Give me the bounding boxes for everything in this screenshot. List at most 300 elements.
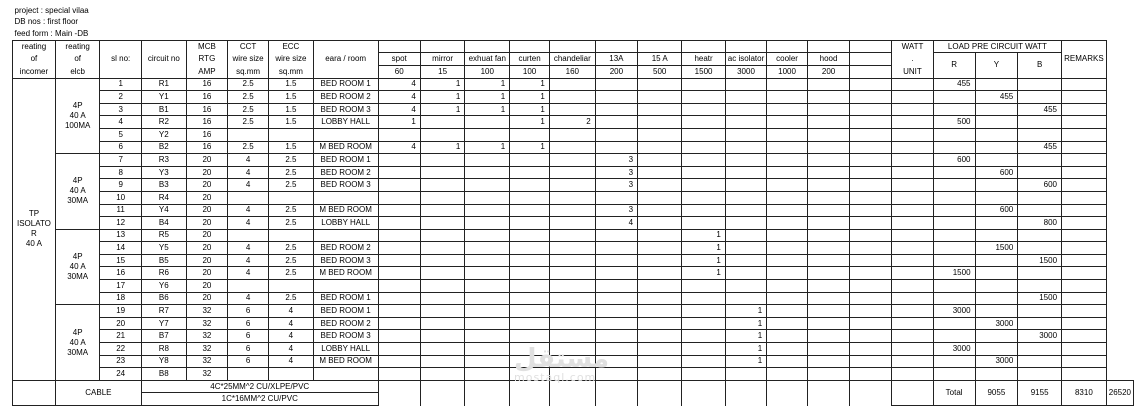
load-qty-cell — [725, 154, 766, 167]
y-load-cell: 1500 — [975, 242, 1018, 255]
area-room-cell: M BED ROOM — [313, 267, 378, 280]
mcb-rating-cell: 20 — [186, 242, 227, 255]
elcb-rating-line: 30MA — [67, 271, 89, 281]
load-qty-cell — [682, 141, 725, 154]
b-load-cell — [1018, 368, 1062, 381]
y-load-cell — [975, 154, 1018, 167]
sl-no-cell: 17 — [100, 280, 141, 293]
ecc-size-cell: 2.5 — [269, 242, 314, 255]
blank-cell — [638, 17, 682, 29]
load-qty-cell — [638, 154, 682, 167]
blank-cell — [465, 28, 510, 40]
load-qty-cell: 1 — [725, 330, 766, 343]
spare-cell — [850, 330, 892, 343]
ecc-size-cell: 2.5 — [269, 292, 314, 305]
ecc-header: wire size — [269, 53, 314, 66]
blank-cell — [892, 28, 934, 40]
mcb-rating-cell: 20 — [186, 217, 227, 230]
cable-spec-1: 4C*25MM^2 CU/XLPE/PVC — [141, 380, 378, 393]
watt-unit-cell — [892, 179, 934, 192]
y-load-cell — [975, 78, 1018, 91]
watt-unit-cell — [892, 217, 934, 230]
y-load-cell: 600 — [975, 204, 1018, 217]
load-qty-cell — [595, 242, 637, 255]
remarks-cell — [1062, 254, 1107, 267]
load-qty-cell — [510, 229, 550, 242]
load-qty-cell — [420, 292, 464, 305]
load-qty-cell: 3 — [595, 166, 637, 179]
table-row — [13, 317, 1134, 330]
blank-cell — [549, 5, 595, 17]
load-qty-cell — [807, 317, 849, 330]
circuit-no-cell: B5 — [141, 254, 186, 267]
r-total: 9055 — [975, 380, 1018, 405]
watt-unit-cell — [892, 78, 934, 91]
load-qty-cell: 1 — [465, 103, 510, 116]
load-qty-cell — [465, 166, 510, 179]
load-watt-header: 60 — [378, 65, 420, 78]
mcb-rating-cell: 16 — [186, 116, 227, 129]
b-load-cell — [1018, 116, 1062, 129]
b-load-cell: 600 — [1018, 179, 1062, 192]
area-room-cell — [313, 229, 378, 242]
load-qty-cell — [767, 191, 808, 204]
y-load-cell — [975, 103, 1018, 116]
r-load-cell — [933, 191, 975, 204]
load-qty-cell — [807, 254, 849, 267]
load-qty-cell — [682, 292, 725, 305]
mcb-rating-cell: 16 — [186, 128, 227, 141]
load-qty-cell — [549, 217, 595, 230]
blank-cell — [933, 28, 975, 40]
load-name-header: spot — [378, 53, 420, 66]
y-load-cell — [975, 116, 1018, 129]
load-watt-header: 160 — [549, 65, 595, 78]
load-qty-cell — [465, 305, 510, 318]
load-name-header: 13A — [595, 53, 637, 66]
load-qty-cell — [549, 91, 595, 104]
sl-no-cell: 15 — [100, 254, 141, 267]
watermark-latin: mostaql.com — [514, 371, 597, 384]
blank-cell — [807, 5, 849, 17]
load-qty-cell — [767, 229, 808, 242]
watt-unit-cell — [892, 229, 934, 242]
load-qty-cell — [767, 154, 808, 167]
load-qty-cell — [378, 267, 420, 280]
load-qty-cell — [510, 166, 550, 179]
load-qty-cell — [510, 355, 550, 368]
table-row — [13, 191, 1134, 204]
table-row — [13, 305, 1134, 318]
load-qty-cell — [420, 191, 464, 204]
info-row — [13, 17, 1134, 29]
watt-unit-cell — [892, 317, 934, 330]
load-qty-cell — [595, 116, 637, 129]
y-total: 9155 — [1018, 380, 1062, 405]
cct-size-cell: 4 — [228, 292, 269, 305]
spare-header-cell — [850, 53, 892, 66]
load-qty-cell — [510, 254, 550, 267]
b-load-cell: 800 — [1018, 217, 1062, 230]
remarks-cell — [1062, 317, 1107, 330]
footer-blank-cell — [638, 380, 682, 405]
blank-cell — [767, 28, 808, 40]
load-qty-cell — [638, 116, 682, 129]
load-qty-cell — [465, 217, 510, 230]
load-qty-cell — [682, 128, 725, 141]
load-qty-cell — [682, 368, 725, 381]
blank-cell — [595, 17, 637, 29]
load-qty-cell — [767, 78, 808, 91]
load-qty-cell — [549, 330, 595, 343]
blank-cell — [807, 17, 849, 29]
load-qty-cell — [549, 254, 595, 267]
remarks-cell — [1062, 179, 1107, 192]
y-load-cell — [975, 141, 1018, 154]
watt-unit-cell — [892, 242, 934, 255]
remarks-cell — [1062, 355, 1107, 368]
cct-size-cell — [228, 128, 269, 141]
y-load-cell — [975, 128, 1018, 141]
load-qty-cell — [378, 305, 420, 318]
spare-cell — [850, 292, 892, 305]
load-qty-cell — [682, 280, 725, 293]
load-qty-cell — [465, 242, 510, 255]
load-qty-cell: 2 — [549, 116, 595, 129]
load-qty-cell: 1 — [725, 305, 766, 318]
load-qty-cell — [378, 179, 420, 192]
load-qty-cell — [549, 317, 595, 330]
circuit-no-cell: Y6 — [141, 280, 186, 293]
elcb-header: of — [55, 53, 100, 66]
load-qty-cell — [549, 242, 595, 255]
load-qty-cell — [807, 128, 849, 141]
load-qty-cell — [638, 292, 682, 305]
elcb-rating-line: 4P — [72, 327, 83, 337]
cct-size-cell — [228, 368, 269, 381]
load-qty-cell — [682, 191, 725, 204]
load-qty-cell — [549, 280, 595, 293]
mcb-rating-cell: 16 — [186, 78, 227, 91]
load-qty-cell — [638, 280, 682, 293]
load-qty-cell — [725, 368, 766, 381]
mcb-rating-cell: 32 — [186, 330, 227, 343]
load-qty-cell — [549, 368, 595, 381]
area-room-cell — [313, 191, 378, 204]
watt-unit-cell — [892, 116, 934, 129]
load-qty-cell — [465, 116, 510, 129]
blank-cell — [465, 5, 510, 17]
spare-cell — [850, 116, 892, 129]
load-qty-cell — [420, 242, 464, 255]
load-qty-cell — [465, 355, 510, 368]
load-qty-cell: 1 — [725, 355, 766, 368]
ecc-size-cell: 2.5 — [269, 204, 314, 217]
b-load-cell: 1500 — [1018, 292, 1062, 305]
circuit-no-cell: R7 — [141, 305, 186, 318]
load-qty-cell — [725, 116, 766, 129]
area-room-cell: M BED ROOM — [313, 204, 378, 217]
load-qty-cell — [549, 229, 595, 242]
remarks-cell — [1062, 204, 1107, 217]
mcb-rating-cell: 20 — [186, 280, 227, 293]
elcb-rating-line: 4P — [72, 251, 83, 261]
load-qty-cell: 1 — [510, 103, 550, 116]
cct-size-cell: 2.5 — [228, 78, 269, 91]
table-row — [13, 154, 1134, 167]
info-row — [13, 5, 1134, 17]
remarks-cell — [1062, 229, 1107, 242]
load-name-header: curten — [510, 53, 550, 66]
load-qty-cell — [549, 179, 595, 192]
load-qty-cell — [420, 217, 464, 230]
cable-blank-cell — [13, 380, 56, 393]
load-qty-cell — [595, 267, 637, 280]
blank-cell — [228, 5, 269, 17]
ecc-size-cell: 1.5 — [269, 91, 314, 104]
watt-unit-cell — [892, 267, 934, 280]
load-qty-cell — [682, 116, 725, 129]
load-qty-cell — [767, 254, 808, 267]
footer-blank-cell — [420, 380, 464, 405]
load-qty-cell — [378, 166, 420, 179]
circuit-no-cell: Y2 — [141, 128, 186, 141]
blank-cell — [228, 17, 269, 29]
load-qty-cell — [510, 305, 550, 318]
load-qty-cell — [638, 242, 682, 255]
blank-cell — [1018, 28, 1062, 40]
b-load-cell — [1018, 355, 1062, 368]
spare-cell — [850, 91, 892, 104]
load-qty-cell: 1 — [465, 91, 510, 104]
sl-no-cell: 14 — [100, 242, 141, 255]
load-watt-header: 500 — [638, 65, 682, 78]
cct-size-cell: 2.5 — [228, 116, 269, 129]
footer-blank-cell — [725, 380, 766, 405]
remarks-cell — [1062, 242, 1107, 255]
watt-unit-cell — [892, 305, 934, 318]
area-room-cell: BED ROOM 2 — [313, 166, 378, 179]
load-qty-cell — [420, 368, 464, 381]
cct-size-cell: 2.5 — [228, 103, 269, 116]
blank-cell — [595, 5, 637, 17]
load-qty-cell — [767, 103, 808, 116]
load-qty-cell — [549, 305, 595, 318]
mcb-rating-cell: 20 — [186, 267, 227, 280]
mcb-header: MCB — [186, 40, 227, 53]
load-qty-cell — [420, 229, 464, 242]
sl-no-cell: 5 — [100, 128, 141, 141]
mcb-rating-cell: 32 — [186, 368, 227, 381]
table-row — [13, 91, 1134, 104]
load-watt-header: 15 — [420, 65, 464, 78]
incomer-rating-line: R — [31, 229, 37, 239]
blank-cell — [269, 28, 314, 40]
load-qty-cell — [420, 317, 464, 330]
elcb-rating-line: 40 A — [69, 110, 86, 120]
spare-cell — [850, 217, 892, 230]
elcb-rating-line: 40 A — [69, 186, 86, 196]
cable-blank-cell — [13, 393, 56, 406]
ecc-size-cell — [269, 368, 314, 381]
elcb-rating-cell — [55, 305, 100, 381]
cct-size-cell: 6 — [228, 305, 269, 318]
circuit-no-cell: R4 — [141, 191, 186, 204]
cct-size-cell: 6 — [228, 330, 269, 343]
load-name-header: exhuat fan — [465, 53, 510, 66]
load-qty-cell — [725, 229, 766, 242]
load-qty-cell: 1 — [420, 103, 464, 116]
load-qty-cell — [510, 242, 550, 255]
load-schedule-sheet — [12, 5, 1134, 406]
cct-header: sq.mm — [228, 65, 269, 78]
load-qty-cell: 1 — [465, 141, 510, 154]
blank-cell — [510, 5, 550, 17]
load-name-header: chandeliar — [549, 53, 595, 66]
load-qty-cell — [807, 280, 849, 293]
remarks-header: REMARKS — [1062, 40, 1107, 78]
r-load-cell — [933, 103, 975, 116]
load-empty-cell — [510, 40, 550, 53]
blank-cell — [313, 28, 378, 40]
table-row — [13, 179, 1134, 192]
load-empty-cell — [638, 40, 682, 53]
load-qty-cell — [510, 280, 550, 293]
load-qty-cell — [510, 217, 550, 230]
cct-header: wire size — [228, 53, 269, 66]
spare-cell — [850, 154, 892, 167]
table-row — [13, 343, 1134, 356]
r-load-cell — [933, 91, 975, 104]
load-qty-cell — [725, 166, 766, 179]
r-load-cell: 3000 — [933, 305, 975, 318]
total-label: Total — [933, 380, 975, 405]
spare-header-cell — [850, 40, 892, 53]
blank-cell — [850, 28, 892, 40]
load-qty-cell — [725, 254, 766, 267]
load-qty-cell — [549, 355, 595, 368]
load-qty-cell — [595, 317, 637, 330]
blank-cell — [465, 17, 510, 29]
info-row — [13, 28, 1134, 40]
blank-cell — [682, 5, 725, 17]
area-room-cell: BED ROOM 3 — [313, 179, 378, 192]
load-qty-cell — [465, 368, 510, 381]
cct-size-cell: 4 — [228, 166, 269, 179]
circuit-no-cell: R5 — [141, 229, 186, 242]
load-qty-cell — [465, 128, 510, 141]
watt-unit-cell — [892, 166, 934, 179]
load-qty-cell — [510, 368, 550, 381]
mcb-rating-cell: 20 — [186, 204, 227, 217]
r-load-cell: 455 — [933, 78, 975, 91]
blank-cell — [549, 28, 595, 40]
grand-total: 26520 — [1106, 380, 1133, 405]
load-qty-cell — [682, 154, 725, 167]
blank-cell — [725, 5, 766, 17]
header-row — [13, 40, 1134, 53]
load-qty-cell — [682, 305, 725, 318]
blank-cell — [269, 17, 314, 29]
spare-cell — [850, 179, 892, 192]
load-qty-cell — [549, 292, 595, 305]
load-qty-cell — [725, 128, 766, 141]
mcb-rating-cell: 20 — [186, 154, 227, 167]
load-qty-cell — [725, 292, 766, 305]
blank-cell — [269, 5, 314, 17]
blank-cell — [767, 5, 808, 17]
circuit-no-cell: B8 — [141, 368, 186, 381]
area-room-cell — [313, 368, 378, 381]
load-qty-cell — [638, 317, 682, 330]
blank-cell — [850, 5, 892, 17]
load-qty-cell — [807, 204, 849, 217]
load-qty-cell: 1 — [682, 242, 725, 255]
blank-cell — [510, 28, 550, 40]
load-empty-cell — [420, 40, 464, 53]
load-qty-cell — [595, 254, 637, 267]
area-room-cell: M BED ROOM — [313, 355, 378, 368]
load-qty-cell — [420, 204, 464, 217]
remarks-cell — [1062, 128, 1107, 141]
cct-size-cell — [228, 280, 269, 293]
area-room-cell: BED ROOM 2 — [313, 317, 378, 330]
load-qty-cell — [725, 78, 766, 91]
load-qty-cell — [549, 154, 595, 167]
ecc-size-cell: 4 — [269, 317, 314, 330]
load-qty-cell — [510, 317, 550, 330]
mcb-rating-cell: 20 — [186, 229, 227, 242]
load-qty-cell: 4 — [378, 91, 420, 104]
elcb-rating-line: 4P — [72, 100, 83, 110]
cable-spec-2: 1C*16MM^2 CU/PVC — [141, 393, 378, 406]
load-qty-cell — [682, 317, 725, 330]
load-qty-cell — [807, 368, 849, 381]
load-qty-cell — [767, 242, 808, 255]
watt-unit-cell — [892, 154, 934, 167]
remarks-cell — [1062, 166, 1107, 179]
b-load-cell: 1500 — [1018, 254, 1062, 267]
spare-cell — [850, 368, 892, 381]
load-qty-cell — [638, 217, 682, 230]
load-qty-cell: 1 — [725, 317, 766, 330]
load-qty-cell — [549, 267, 595, 280]
load-qty-cell — [807, 242, 849, 255]
remarks-cell — [1062, 280, 1107, 293]
r-load-cell — [933, 229, 975, 242]
incomer-header: reating — [13, 40, 56, 53]
area-room-cell: M BED ROOM — [313, 141, 378, 154]
blank-cell — [378, 28, 420, 40]
load-qty-cell — [378, 292, 420, 305]
load-qty-cell — [378, 242, 420, 255]
ecc-header: sq.mm — [269, 65, 314, 78]
y-load-cell — [975, 217, 1018, 230]
load-qty-cell — [378, 368, 420, 381]
y-load-cell — [975, 305, 1018, 318]
sl-no-cell: 16 — [100, 267, 141, 280]
blank-cell — [186, 17, 227, 29]
sl-no-cell: 19 — [100, 305, 141, 318]
load-qty-cell — [767, 91, 808, 104]
load-qty-cell — [807, 217, 849, 230]
table-row — [13, 204, 1134, 217]
table-row — [13, 166, 1134, 179]
y-load-cell — [975, 292, 1018, 305]
load-qty-cell — [465, 330, 510, 343]
table-row — [13, 229, 1134, 242]
load-qty-cell — [807, 91, 849, 104]
